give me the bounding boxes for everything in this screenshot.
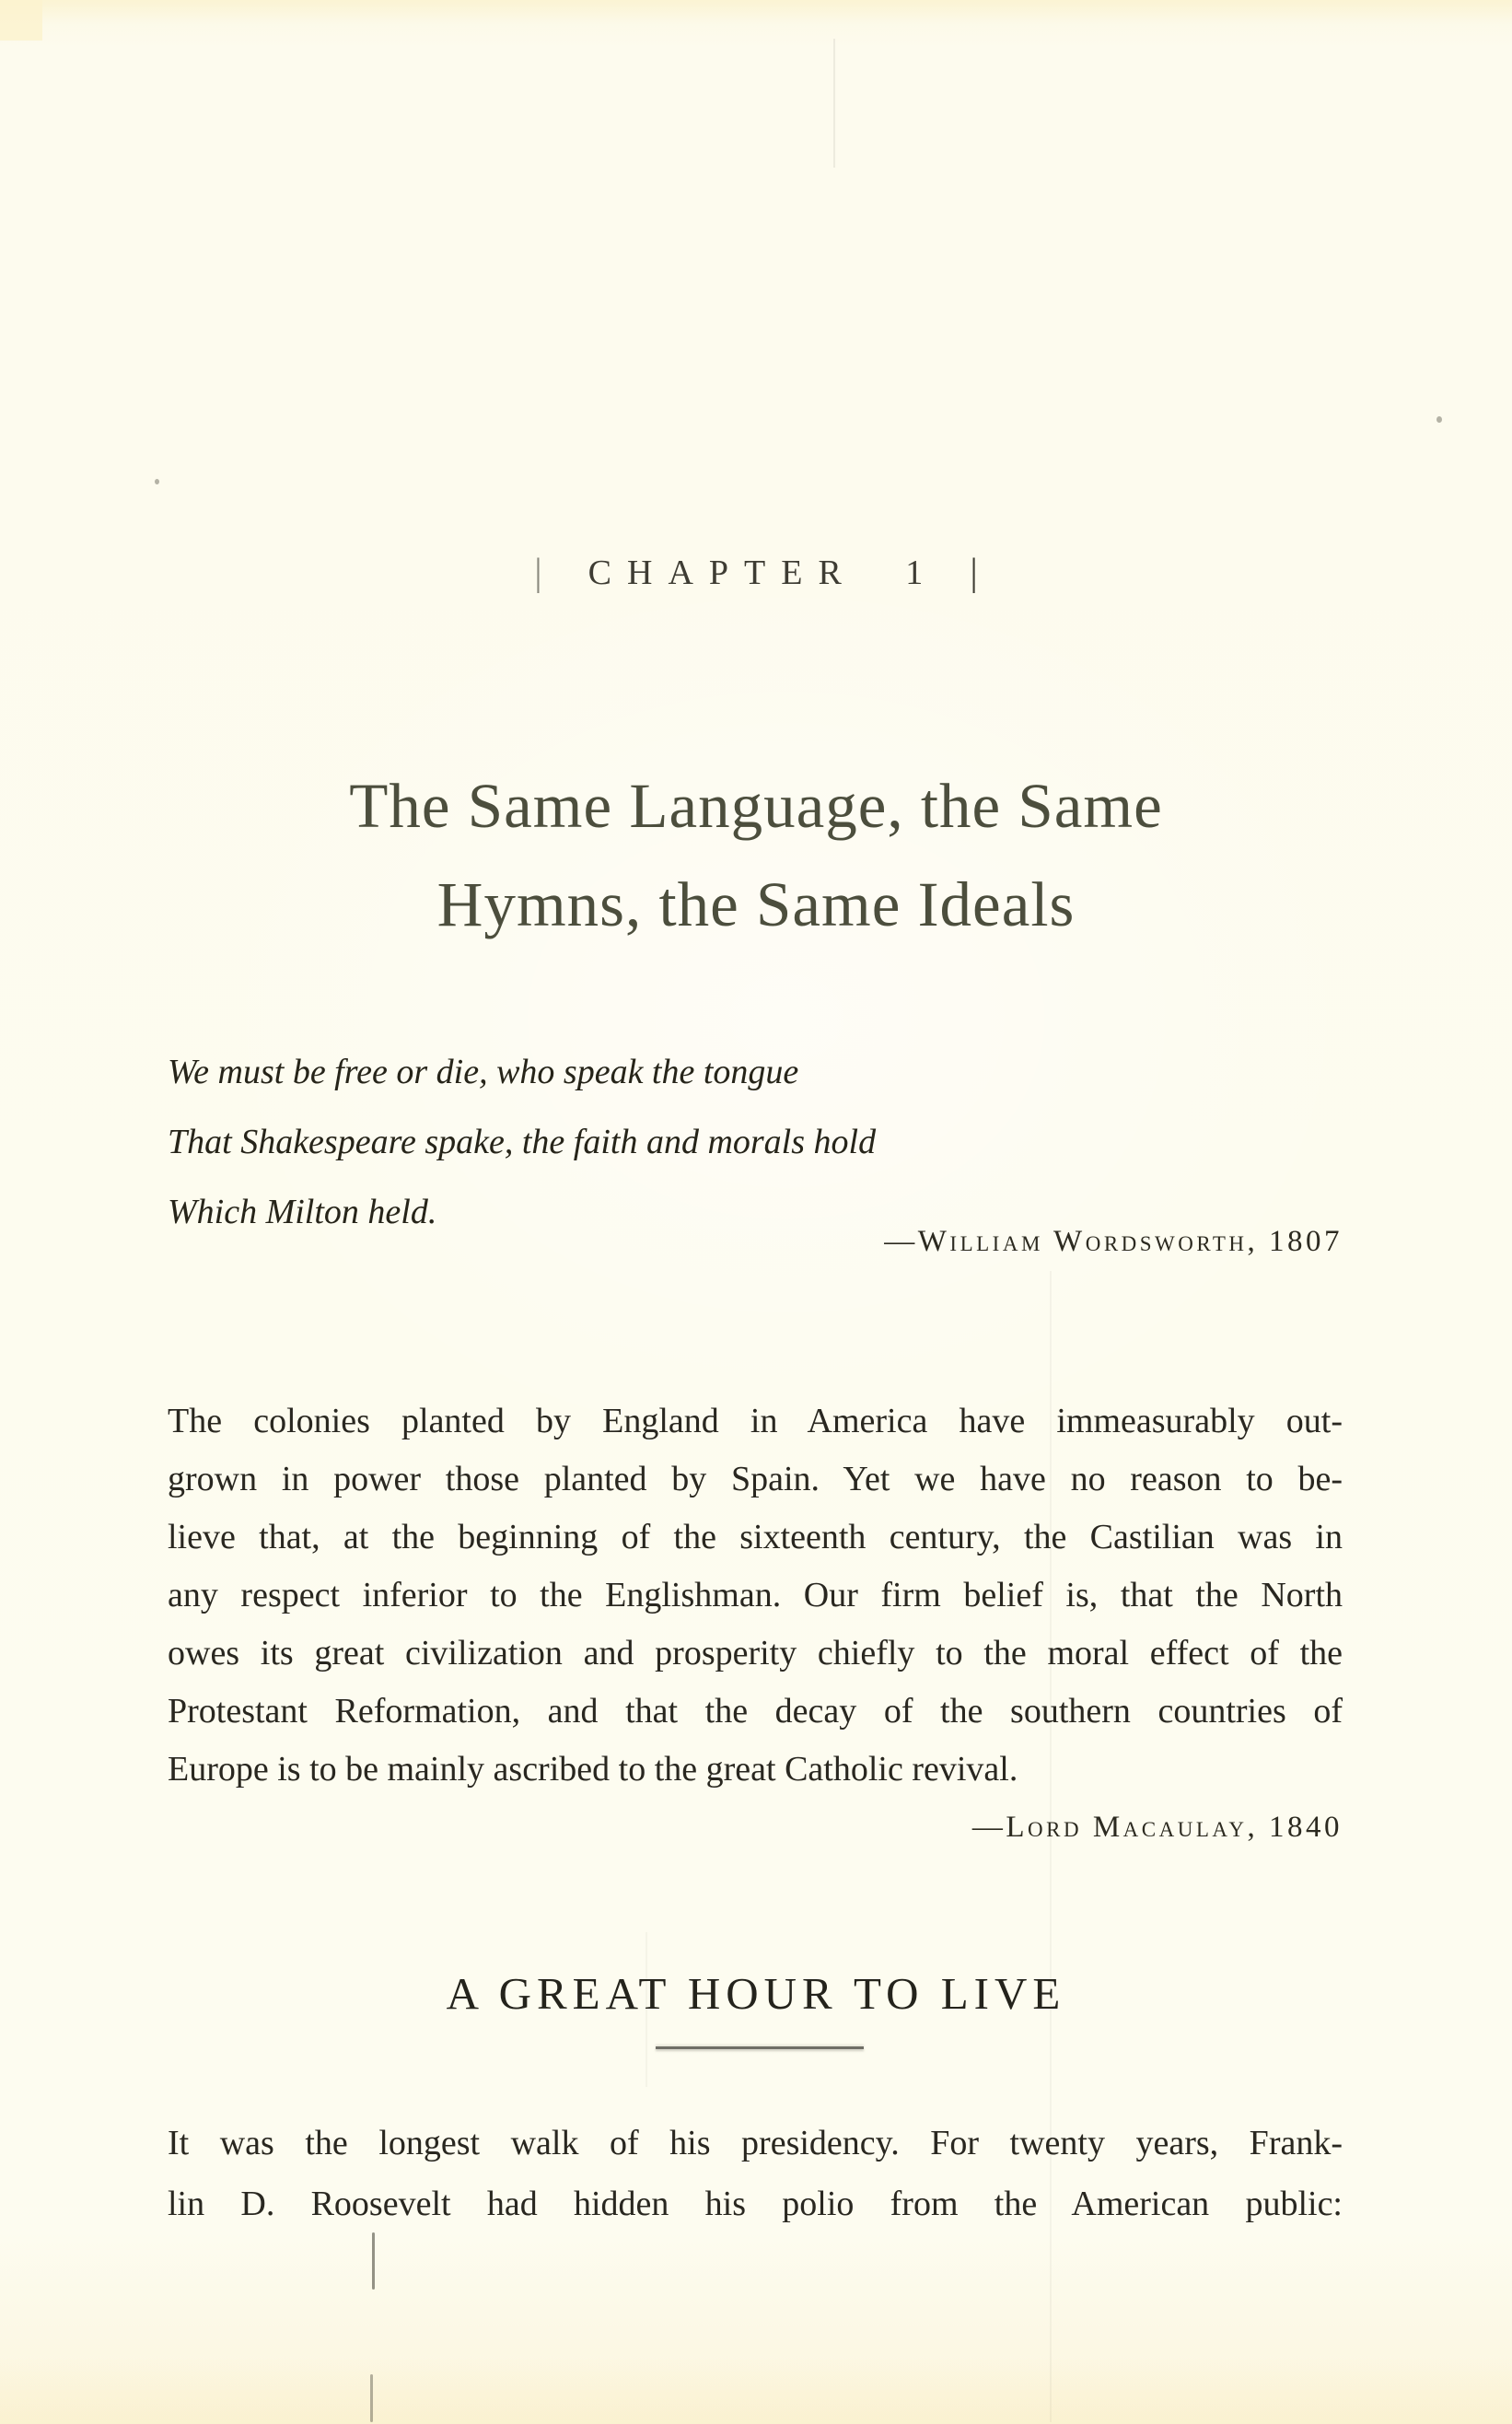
- scan-tint-bottom: [0, 2358, 1512, 2424]
- scan-speck: [155, 479, 159, 484]
- epigraph-line: Which Milton held.: [168, 1193, 437, 1231]
- chapter-label: CHAPTER 1: [587, 554, 939, 592]
- chapter-title-line-2: Hymns, the Same Ideals: [436, 869, 1076, 939]
- quote-line: The colonies planted by England in America have immeasurably out-: [168, 1402, 1343, 1440]
- scan-crease: [833, 39, 835, 168]
- chapter-rule-right: |: [970, 552, 978, 594]
- chapter-title-line-1: The Same Language, the Same: [349, 771, 1163, 841]
- scan-speck: [1436, 416, 1442, 423]
- quote-attribution: —Lord Macaulay, 1840: [971, 1811, 1343, 1844]
- epigraph-verse: [168, 1037, 876, 1247]
- quote-line: Protestant Reformation, and that the decay of the southern countries of: [168, 1692, 1343, 1731]
- scan-tint-top: [0, 0, 1512, 24]
- scan-mark: [372, 2232, 375, 2290]
- body-line: lin D. Roosevelt had hidden his polio from the American public:: [168, 2185, 1343, 2223]
- quote-line: lieve that, at the beginning of the sixteenth century, the Castilian was in: [168, 1518, 1343, 1556]
- section-heading: A GREAT HOUR TO LIVE: [446, 1968, 1066, 2019]
- chapter-header: [0, 553, 1512, 593]
- chapter-rule-left: |: [534, 552, 542, 594]
- epigraph-attribution: —William Wordsworth, 1807: [884, 1225, 1343, 1258]
- quote-line: any respect inferior to the Englishman. Our firm belief is, that the North: [168, 1576, 1343, 1614]
- quote-line: owes its great civilization and prosperity chiefly to the moral effect of the: [168, 1634, 1343, 1672]
- quote-line: grown in power those planted by Spain. Yet we have no reason to be-: [168, 1460, 1343, 1498]
- body-paragraph: [168, 2113, 1343, 2234]
- quote-line: Europe is to be mainly ascribed to the great Catholic revival.: [168, 1750, 1018, 1789]
- section-heading-rule: [656, 2046, 864, 2049]
- scan-tint-corner: [0, 0, 42, 41]
- scan-mark: [370, 2374, 373, 2422]
- body-line: It was the longest walk of his presidency. For twenty years, Frank-: [168, 2124, 1343, 2162]
- chapter-title: [0, 757, 1512, 954]
- epigraph-line: That Shakespeare spake, the faith and morals hold: [168, 1123, 877, 1161]
- macaulay-quote: [168, 1393, 1343, 1799]
- epigraph-line: We must be free or die, who speak the tongue: [168, 1053, 799, 1091]
